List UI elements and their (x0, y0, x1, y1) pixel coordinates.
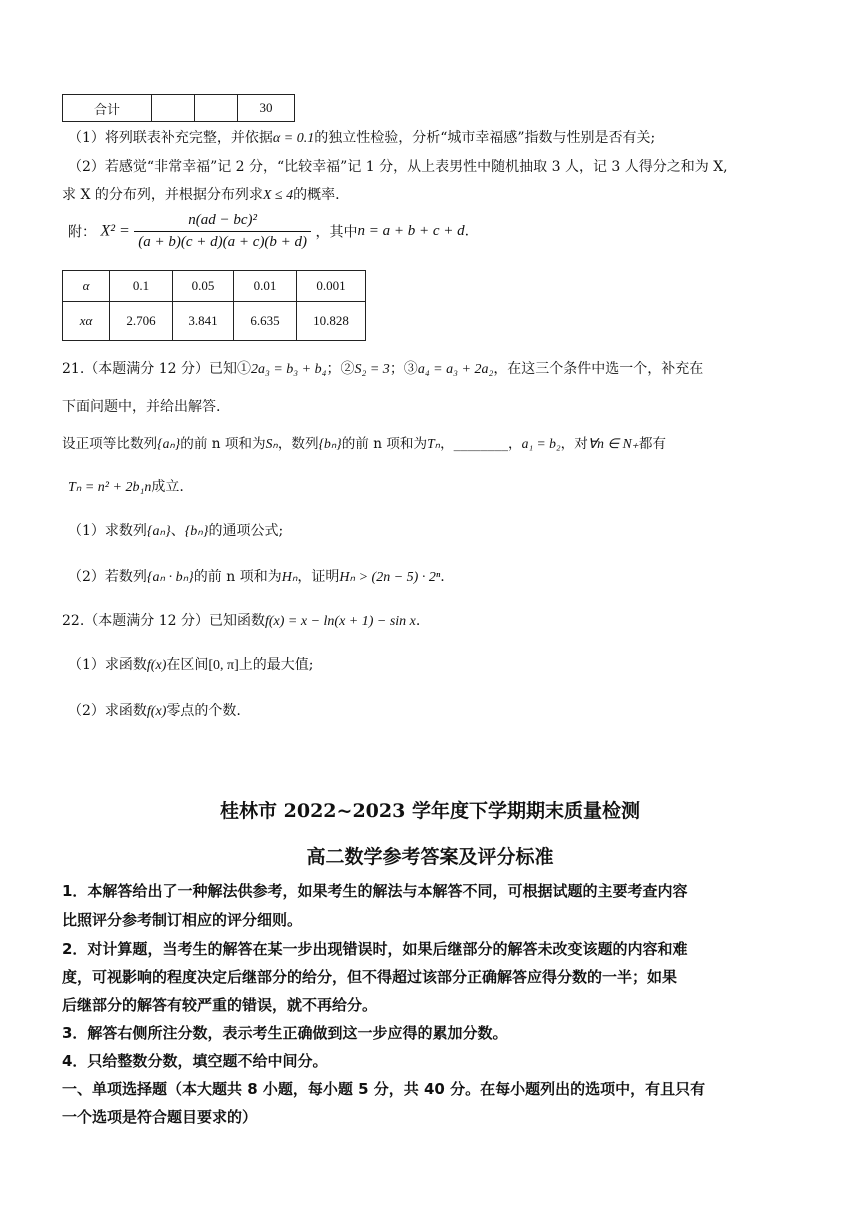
total-cell-1 (152, 95, 195, 122)
q22-text: 上的最大值; (238, 657, 314, 673)
seq-a: {aₙ} (146, 524, 171, 539)
table-cell: 2.706 (110, 302, 173, 341)
q21-text: ，数列 (277, 436, 319, 452)
q21-text: （2）若数列 (68, 569, 147, 585)
table-cell: 0.01 (234, 271, 297, 302)
q21-condition-2: S₂ = 3 (354, 362, 390, 377)
q21-text: ，对 (560, 436, 588, 452)
interval: [0, π] (208, 658, 239, 673)
q22-text: 在区间 (166, 657, 209, 673)
q21-line1-end: ，在这三个条件中选一个，补充在 (493, 361, 704, 377)
note-1-line1: 1．本解答给出了一种解法供参考，如果考生的解法与本解答不同，可根据试题的主要考查内容 (62, 882, 688, 900)
note-4: 4．只给整数分数，填空题不给中间分。 (62, 1052, 328, 1070)
q21-text: . (440, 569, 445, 585)
a1-eq-b2: a₁ = b₂ (521, 436, 561, 451)
formula-tail: ，其中 (315, 224, 358, 241)
sum-s: Sₙ (265, 436, 278, 451)
q20-part1-text: （1）将列联表补充完整，并依据 (68, 130, 273, 146)
seq-b: {bₙ} (184, 524, 209, 539)
q20-part2-line2-text: 求 X 的分布列，并根据分布列求 (62, 187, 263, 203)
q20-part2-line2 (62, 184, 340, 204)
table-cell: 3.841 (173, 302, 234, 341)
q21-text: 的通项公式; (208, 523, 284, 539)
q21-text: 的前 n 项和为 (180, 436, 266, 452)
q21-text: 的前 n 项和为 (341, 436, 428, 452)
q21-text: ，证明 (297, 569, 340, 585)
note-2-line2: 度，可视影响的程度决定后继部分的给分，但不得超过该部分正确解答应得分数的一半；如果 (62, 968, 678, 986)
section-1-heading-line2: 一个选项是符合题目要求的） (62, 1108, 258, 1126)
tn-formula: Tₙ = n² + 2b₁n (68, 480, 152, 495)
q22-line1 (62, 610, 420, 630)
q22-text: 零点的个数. (166, 703, 241, 719)
seq-b: {bₙ} (318, 436, 342, 451)
note-2-line1: 2．对计算题，当考生的解答在某一步出现错误时，如果后继部分的解答未改变该题的内容和难 (62, 940, 688, 958)
sum-t: Tₙ (427, 436, 441, 451)
q20-part2-line2-end: 的概率. (293, 187, 340, 203)
sum-h: Hₙ (281, 570, 298, 585)
table-cell: α (63, 271, 110, 302)
q21-stem: 21.（本题满分 12 分）已知① (62, 361, 251, 377)
note-2-line3: 后继部分的解答有较严重的错误，就不再给分。 (62, 996, 378, 1014)
function-fx: f(x) (146, 704, 167, 719)
chi-square-formula (68, 212, 469, 251)
critical-value-table (62, 270, 366, 341)
table-cell: 0.001 (297, 271, 366, 302)
function-fx: f(x) (146, 658, 167, 673)
appendix-label: 附： (68, 224, 96, 241)
q21-text: 成立. (151, 479, 184, 495)
answer-subtitle: 高二数学参考答案及评分标准 (306, 846, 554, 868)
q21-text: （1）求数列 (68, 523, 147, 539)
q21-condition-3: a₄ = a₃ + 2a₂ (417, 362, 494, 377)
q21-line1 (62, 358, 703, 378)
table-cell: 10.828 (297, 302, 366, 341)
q21-blank: ，________， (440, 436, 522, 452)
q22-text: . (415, 613, 421, 629)
q22-text: （2）求函数 (68, 703, 147, 719)
function-def: f(x) = x − ln(x + 1) − sin x (264, 614, 416, 629)
for-all-n: ∀n ∈ N₊ (587, 436, 639, 451)
q21-text: 、 (170, 523, 185, 539)
table-cell: xα (63, 302, 110, 341)
total-value: 30 (238, 95, 295, 122)
formula-numerator: n(ad − bc)² (134, 212, 311, 232)
q21-part1 (68, 520, 283, 540)
q20-alpha-expr: α = 0.1 (272, 131, 315, 146)
formula-fraction (134, 212, 311, 251)
table-cell: 0.05 (173, 271, 234, 302)
table-row (63, 302, 366, 341)
answer-title: 桂林市 2022~2023 学年度下学期期末质量检测 (220, 800, 640, 822)
note-1-line2: 比照评分参考制订相应的评分细则。 (62, 911, 303, 929)
q21-text: 设正项等比数列 (62, 436, 158, 452)
q21-text: 都有 (638, 436, 667, 452)
q22-text: （1）求函数 (68, 657, 147, 673)
table-cell: 6.635 (234, 302, 297, 341)
q20-part2-line1: （2）若感觉“非常幸福”记 2 分，“比较幸福”记 1 分，从上表男性中随机抽取 3 人，记 3 人得分之和为 X, (68, 159, 728, 175)
q21-text: 的前 n 项和为 (193, 569, 282, 585)
section-1-heading-line1: 一、单项选择题（本大题共 8 小题，每小题 5 分，共 40 分。在每小题列出的选项中，有且只有 (62, 1080, 706, 1098)
q21-part2 (68, 566, 445, 586)
q21-line2: 下面问题中，并给出解答. (62, 399, 221, 415)
hn-inequality: Hₙ > (2n − 5) · 2ⁿ (339, 570, 441, 585)
contingency-total-row (62, 94, 295, 122)
seq-ab: {aₙ · bₙ} (146, 570, 194, 585)
q22-part2 (68, 700, 241, 720)
note-3: 3．解答右侧所注分数，表示考生正确做到这一步应得的累加分数。 (62, 1024, 508, 1042)
formula-n-def: n = a + b + c + d (357, 223, 465, 239)
seq-a: {aₙ} (157, 436, 181, 451)
formula-lhs: X² = (100, 222, 130, 240)
total-cell-2 (195, 95, 238, 122)
q21-line3 (62, 432, 666, 452)
q21-condition-1: 2a₃ = b₃ + b₄ (250, 362, 327, 377)
q20-part1-text-end: 的独立性检验，分析“城市幸福感”指数与性别是否有关; (314, 130, 656, 146)
q20-part1 (68, 127, 655, 147)
table-row (63, 271, 366, 302)
q21-sep-2: ；③ (389, 361, 418, 377)
q22-part1 (68, 654, 313, 674)
q21-sep-1: ；② (326, 361, 355, 377)
q20-inequality: X ≤ 4 (262, 188, 294, 203)
formula-period: . (464, 223, 470, 240)
total-label: 合计 (63, 95, 152, 122)
q21-line4 (68, 476, 184, 496)
q22-stem: 22.（本题满分 12 分）已知函数 (62, 613, 265, 629)
formula-denominator: (a + b)(c + d)(a + c)(b + d) (138, 234, 308, 250)
table-cell: 0.1 (110, 271, 173, 302)
